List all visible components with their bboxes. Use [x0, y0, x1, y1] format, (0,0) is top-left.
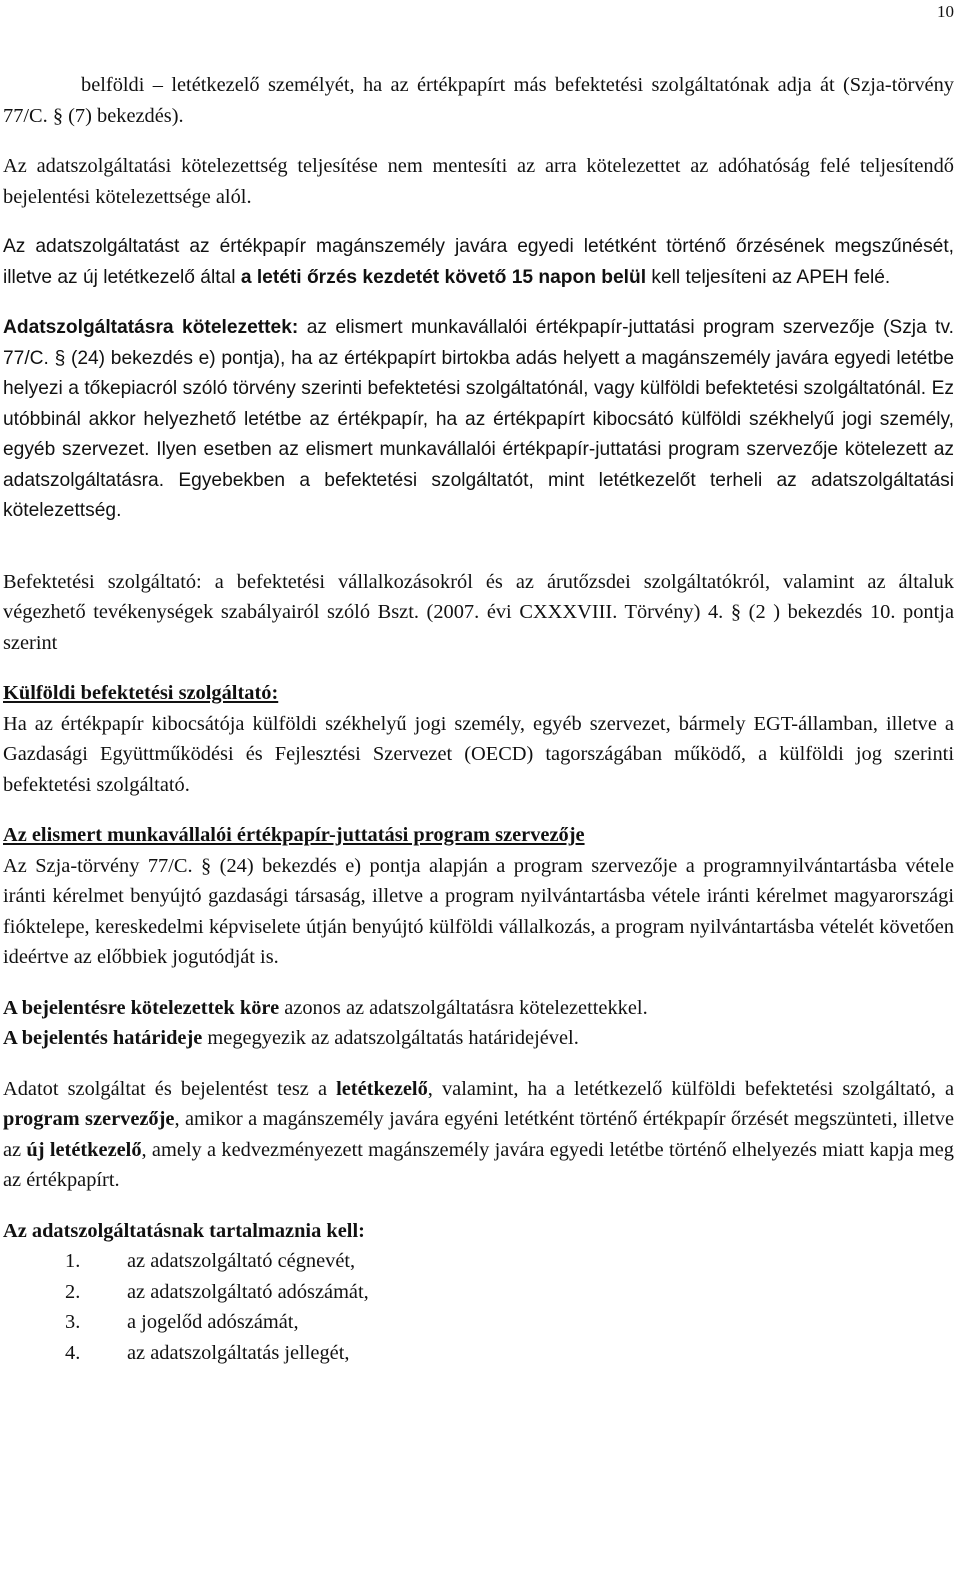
section-foreign-provider [3, 678, 954, 800]
paragraph-reporting: Adatot szolgáltat és bejelentést tesz a letétkezelő, valamint, ha a letétkezelő külföldi befektetési szolgáltató, a program szervezője, amikor a magánszemély javára egyéni letétként történő értékpapír őrzését megszünteti, illetve az új letétkezelő, amely a kedvezményezett magánszemély javára egyedi letétbe történő elhelyezés miatt kapja meg az értékpapírt. [3, 1077, 954, 1191]
list-item: 4. az adatszolgáltatás jellegét, [65, 1341, 350, 1364]
document-body [3, 70, 954, 1368]
heading-foreign-provider: Külföldi befektetési szolgáltató: [3, 682, 279, 704]
heading-contents: Az adatszolgáltatásnak tartalmaznia kell: [3, 1219, 365, 1242]
paragraph-deadline: Az adatszolgáltatást az értékpapír magánszemély javára egyedi letétként történő őrzésének megszűnését, illetve az új letétkezelő által a letéti őrzés kezdetét követő 15 napon belül kell teljesíteni az APEH felé. [3, 236, 954, 288]
page-number: 10 [937, 2, 954, 21]
section-contents [3, 1216, 954, 1369]
paragraph-program-organizer: Az Szja-törvény 77/C. § (24) bekezdés e) pontja alapján a program szervezője a programnyilvántartásba vétele iránti kérelmet benyújtó gazdasági társaság, illetve a program nyilvántartásba vétele iránti kérelmet magyarországi fióktelepe, kereskedelmi képviselete útján benyújtó külföldi vállalkozás, a program nyilvántartásba vételét követően ideértve az előbbiek jogutódját is. [3, 854, 954, 968]
paragraph-custodian: belföldi – letétkezelő személyét, ha az értékpapírt más befektetési szolgáltatónak adja át (Szja-törvény 77/C. § (7) bekezdés). [3, 74, 954, 127]
list-item: 3. a jogelőd adószámát, [65, 1311, 299, 1333]
paragraph-notification: A bejelentésre kötelezettek köre azonos az adatszolgáltatásra kötelezettekkel. A bejelentés határideje megegyezik az adatszolgáltatás határidejével. [3, 996, 648, 1049]
section-program-organizer [3, 820, 954, 973]
paragraph-obligated: Adatszolgáltatásra kötelezettek: az elismert munkavállalói értékpapír-juttatási program szervezője (Szja tv. 77/C. § (24) bekezdés e) pontja), ha az értékpapírt birtokba adás helyett a magánszemély javára egyedi letétbe helyezi a tőkepiacról szóló törvény szerinti befektetési szolgáltatónál, vagy külföldi befektetési szolgáltatónál. Ez utóbbinál akkor helyezhető letétbe az értékpapír, ha az értékpapírt kibocsátó külföldi székhelyű jogi személy, egyéb szervezet. Ilyen esetben az elismert munkavállalói értékpapír-juttatási program szervezője kötelezett az adatszolgáltatásra. Egyebekben a befektetési szolgáltatót, mint letétkezelőt terheli az adatszolgáltatási kötelezettség. [3, 317, 954, 521]
deadline-emphasis: a letéti őrzés kezdetét követő 15 napon belül [240, 266, 647, 288]
obligated-heading: Adatszolgáltatásra kötelezettek: [3, 317, 299, 338]
paragraph-foreign-provider: Ha az értékpapír kibocsátója külföldi székhelyű jogi személy, egyéb szervezet, bármely EGT-államban, illetve a Gazdasági Együttműködési és Fejlesztési Szervezet (OECD) tagországában működő, a külföldi jog szerinti befektetési szolgáltató. [3, 712, 954, 796]
list-item: 2. az adatszolgáltató adószámát, [65, 1280, 369, 1303]
heading-program-organizer: Az elismert munkavállalói értékpapír-juttatási program szervezője [3, 824, 585, 846]
paragraph-exemption: Az adatszolgáltatási kötelezettség teljesítése nem mentesíti az arra kötelezettet az adóhatóság felé teljesítendő bejelentési kötelezettsége alól. [3, 155, 954, 208]
paragraph-investment-provider: Befektetési szolgáltató: a befektetési vállalkozásokról és az árutőzsdei szolgáltatókról, valamint az általuk végezhető tevékenységek szabályairól szóló Bszt. (2007. évi CXXXVIII. Törvény) 4. § (2 ) bekezdés 10. pontja szerint [3, 570, 954, 654]
list-item: 1. az adatszolgáltató cégnevét, [65, 1250, 356, 1272]
contents-list [3, 1246, 954, 1368]
